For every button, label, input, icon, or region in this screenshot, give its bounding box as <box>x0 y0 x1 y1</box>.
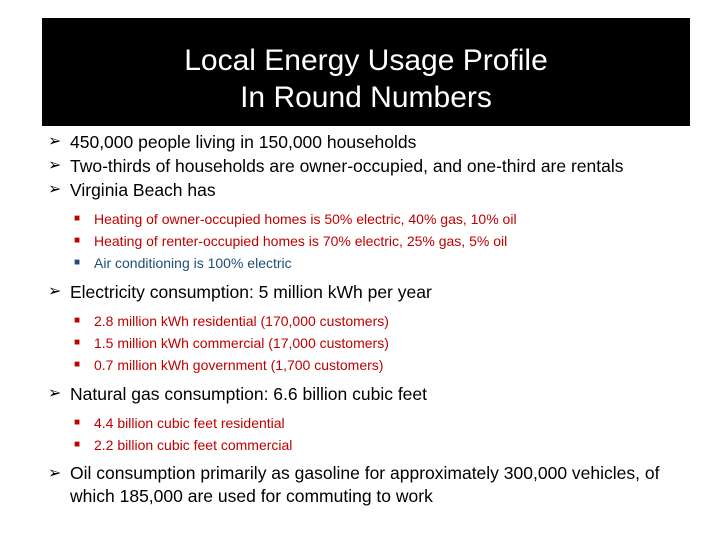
sub-bullet-gas-residential <box>74 412 708 434</box>
arrow-bullet-icon: ➢ <box>48 385 62 402</box>
sub-list-gas <box>48 412 708 456</box>
arrow-bullet-icon: ➢ <box>48 157 62 174</box>
square-bullet-icon: ■ <box>74 235 81 246</box>
square-bullet-icon: ■ <box>74 439 81 450</box>
square-bullet-icon: ■ <box>74 359 81 370</box>
slide-title-line2: In Round Numbers <box>240 81 492 114</box>
sub-bullet-residential-kwh <box>74 310 708 332</box>
bullet-ownership <box>48 154 708 178</box>
sub-bullet-text: 2.8 million kWh residential (170,000 customers) <box>94 313 389 329</box>
sub-list-heating <box>48 208 708 274</box>
sub-bullet-text: 1.5 million kWh commercial (17,000 customers) <box>94 335 389 351</box>
sub-bullet-renter-heating <box>74 230 708 252</box>
sub-bullet-air-conditioning <box>74 252 708 274</box>
square-bullet-icon: ■ <box>74 315 81 326</box>
slide-title-line1: Local Energy Usage Profile <box>184 44 548 77</box>
bullet-list <box>48 130 708 508</box>
title-banner <box>42 18 690 126</box>
sub-list-electricity <box>48 310 708 376</box>
sub-bullet-government-kwh <box>74 354 708 376</box>
bullet-virginia-beach <box>48 178 708 202</box>
bullet-text: Oil consumption primarily as gasoline for approximately 300,000 vehicles, of which 185,000 are used for commuting to work <box>70 463 660 506</box>
bullet-text: 450,000 people living in 150,000 households <box>70 132 417 152</box>
square-bullet-icon: ■ <box>74 337 81 348</box>
bullet-text: Natural gas consumption: 6.6 billion cubic feet <box>70 384 428 404</box>
sub-bullet-gas-commercial <box>74 434 708 456</box>
sub-bullet-text: Air conditioning is 100% electric <box>94 255 292 271</box>
bullet-text: Electricity consumption: 5 million kWh per year <box>70 282 432 302</box>
sub-bullet-text: 4.4 billion cubic feet residential <box>94 415 285 431</box>
sub-bullet-owner-heating <box>74 208 708 230</box>
bullet-natural-gas <box>48 382 708 406</box>
sub-bullet-text: 2.2 billion cubic feet commercial <box>94 437 293 453</box>
square-bullet-icon: ■ <box>74 257 81 268</box>
sub-bullet-commercial-kwh <box>74 332 708 354</box>
arrow-bullet-icon: ➢ <box>48 465 62 482</box>
sub-bullet-text: Heating of renter-occupied homes is 70% electric, 25% gas, 5% oil <box>94 233 508 249</box>
sub-bullet-text: Heating of owner-occupied homes is 50% electric, 40% gas, 10% oil <box>94 211 517 227</box>
bullet-oil <box>48 462 708 508</box>
square-bullet-icon: ■ <box>74 213 81 224</box>
bullet-population <box>48 130 708 154</box>
sub-bullet-text: 0.7 million kWh government (1,700 customers) <box>94 357 384 373</box>
bullet-text: Virginia Beach has <box>70 180 216 200</box>
arrow-bullet-icon: ➢ <box>48 283 62 300</box>
bullet-text: Two-thirds of households are owner-occupied, and one-third are rentals <box>70 156 624 176</box>
arrow-bullet-icon: ➢ <box>48 133 62 150</box>
square-bullet-icon: ■ <box>74 417 81 428</box>
bullet-electricity <box>48 280 708 304</box>
arrow-bullet-icon: ➢ <box>48 181 62 198</box>
